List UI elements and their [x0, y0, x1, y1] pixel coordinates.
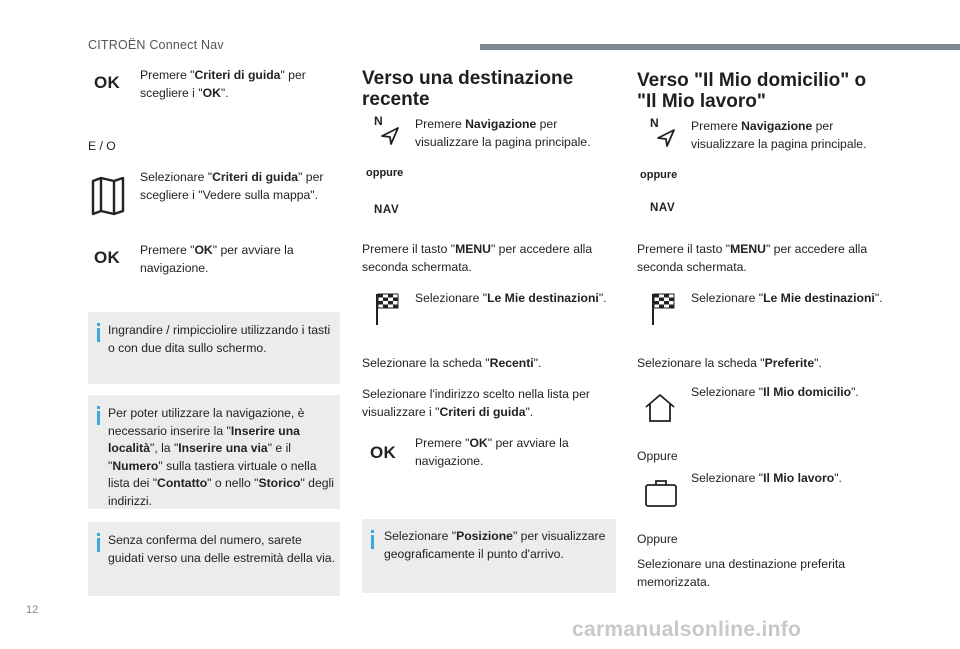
menu-instruction-2: Premere il tasto "MENU" per accedere alla seconda schermata.: [637, 242, 868, 274]
my-destinations-instruction-2: Selezionare "Le Mie destinazioni".: [691, 291, 883, 305]
work-instruction: Selezionare "Il Mio lavoro".: [691, 471, 842, 485]
ok-button-icon: OK: [94, 73, 121, 92]
info-note-number: Senza conferma del numero, sarete guidati verso una delle estremità della via.: [88, 522, 340, 596]
page-number: 12: [26, 604, 39, 616]
oppure-label: oppure: [366, 167, 404, 179]
watermark-text: carmanualsonline.info: [572, 618, 802, 641]
oppure-label-3: Oppure: [637, 449, 678, 463]
oppure-label-4: Oppure: [637, 532, 678, 546]
address-instruction: Selezionare l'indirizzo scelto nella lista per visualizzare i "Criteri di guida".: [362, 387, 590, 419]
start-navigation-instruction-2: Premere "OK" per avviare la navigazione.: [415, 436, 569, 468]
menu-instruction: Premere il tasto "MENU" per accedere alla seconda schermata.: [362, 242, 593, 274]
briefcase-icon: [644, 478, 678, 508]
ok-instruction: Premere "Criteri di guida" per scegliere i "OK".: [140, 68, 306, 100]
start-navigation-instruction: Premere "OK" per avviare la navigazione.: [140, 243, 294, 275]
header-title: CITROËN Connect Nav: [88, 38, 224, 52]
and-or-label: E / O: [88, 139, 116, 153]
nav-button-icon-2: NAV: [650, 202, 676, 214]
section-title-home-work: Verso "Il Mio domicilio" o "Il Mio lavoro": [637, 70, 867, 112]
favourite-instruction: Selezionare una destinazione preferita memorizzata.: [637, 557, 846, 589]
info-note-address: Per poter utilizzare la navigazione, è necessario inserire la "Inserire una località", la "Inserire una via" e il "Numero" sulla tastiera virtuale o nella lista dei "Contatto" o nello "Storico" degli indirizzi.: [88, 395, 340, 509]
navigation-instruction: Premere Navigazione per visualizzare la pagina principale.: [415, 117, 591, 149]
navigation-instruction-2: Premere Navigazione per visualizzare la pagina principale.: [691, 119, 867, 151]
oppure-label-2: oppure: [640, 169, 678, 181]
info-note-zoom: Ingrandire / rimpicciolire utilizzando i tasti o con due dita sullo schermo.: [88, 312, 340, 384]
tab-recent-instruction: Selezionare la scheda "Recenti".: [362, 356, 542, 370]
nav-button-icon: NAV: [374, 204, 400, 216]
home-icon: [644, 393, 676, 423]
compass-icon-2: N: [650, 120, 678, 152]
compass-icon: N: [374, 118, 402, 150]
map-instruction: Selezionare "Criteri di guida" per scegliere i "Vedere sulla mappa".: [140, 170, 324, 202]
map-icon: [90, 176, 126, 216]
destination-flag-icon-2: [650, 292, 678, 326]
header-bar: [480, 44, 960, 50]
home-instruction: Selezionare "Il Mio domicilio".: [691, 385, 859, 399]
section-title-recent: Verso una destinazione recente: [362, 68, 574, 110]
my-destinations-instruction: Selezionare "Le Mie destinazioni".: [415, 291, 607, 305]
info-note-position: Selezionare "Posizione" per visualizzare geograficamente il punto d'arrivo.: [362, 519, 616, 593]
ok-button-icon-2: OK: [94, 248, 121, 267]
ok-button-icon-3: OK: [370, 443, 397, 462]
destination-flag-icon: [374, 292, 402, 326]
tab-favourites-instruction: Selezionare la scheda "Preferite".: [637, 356, 822, 370]
